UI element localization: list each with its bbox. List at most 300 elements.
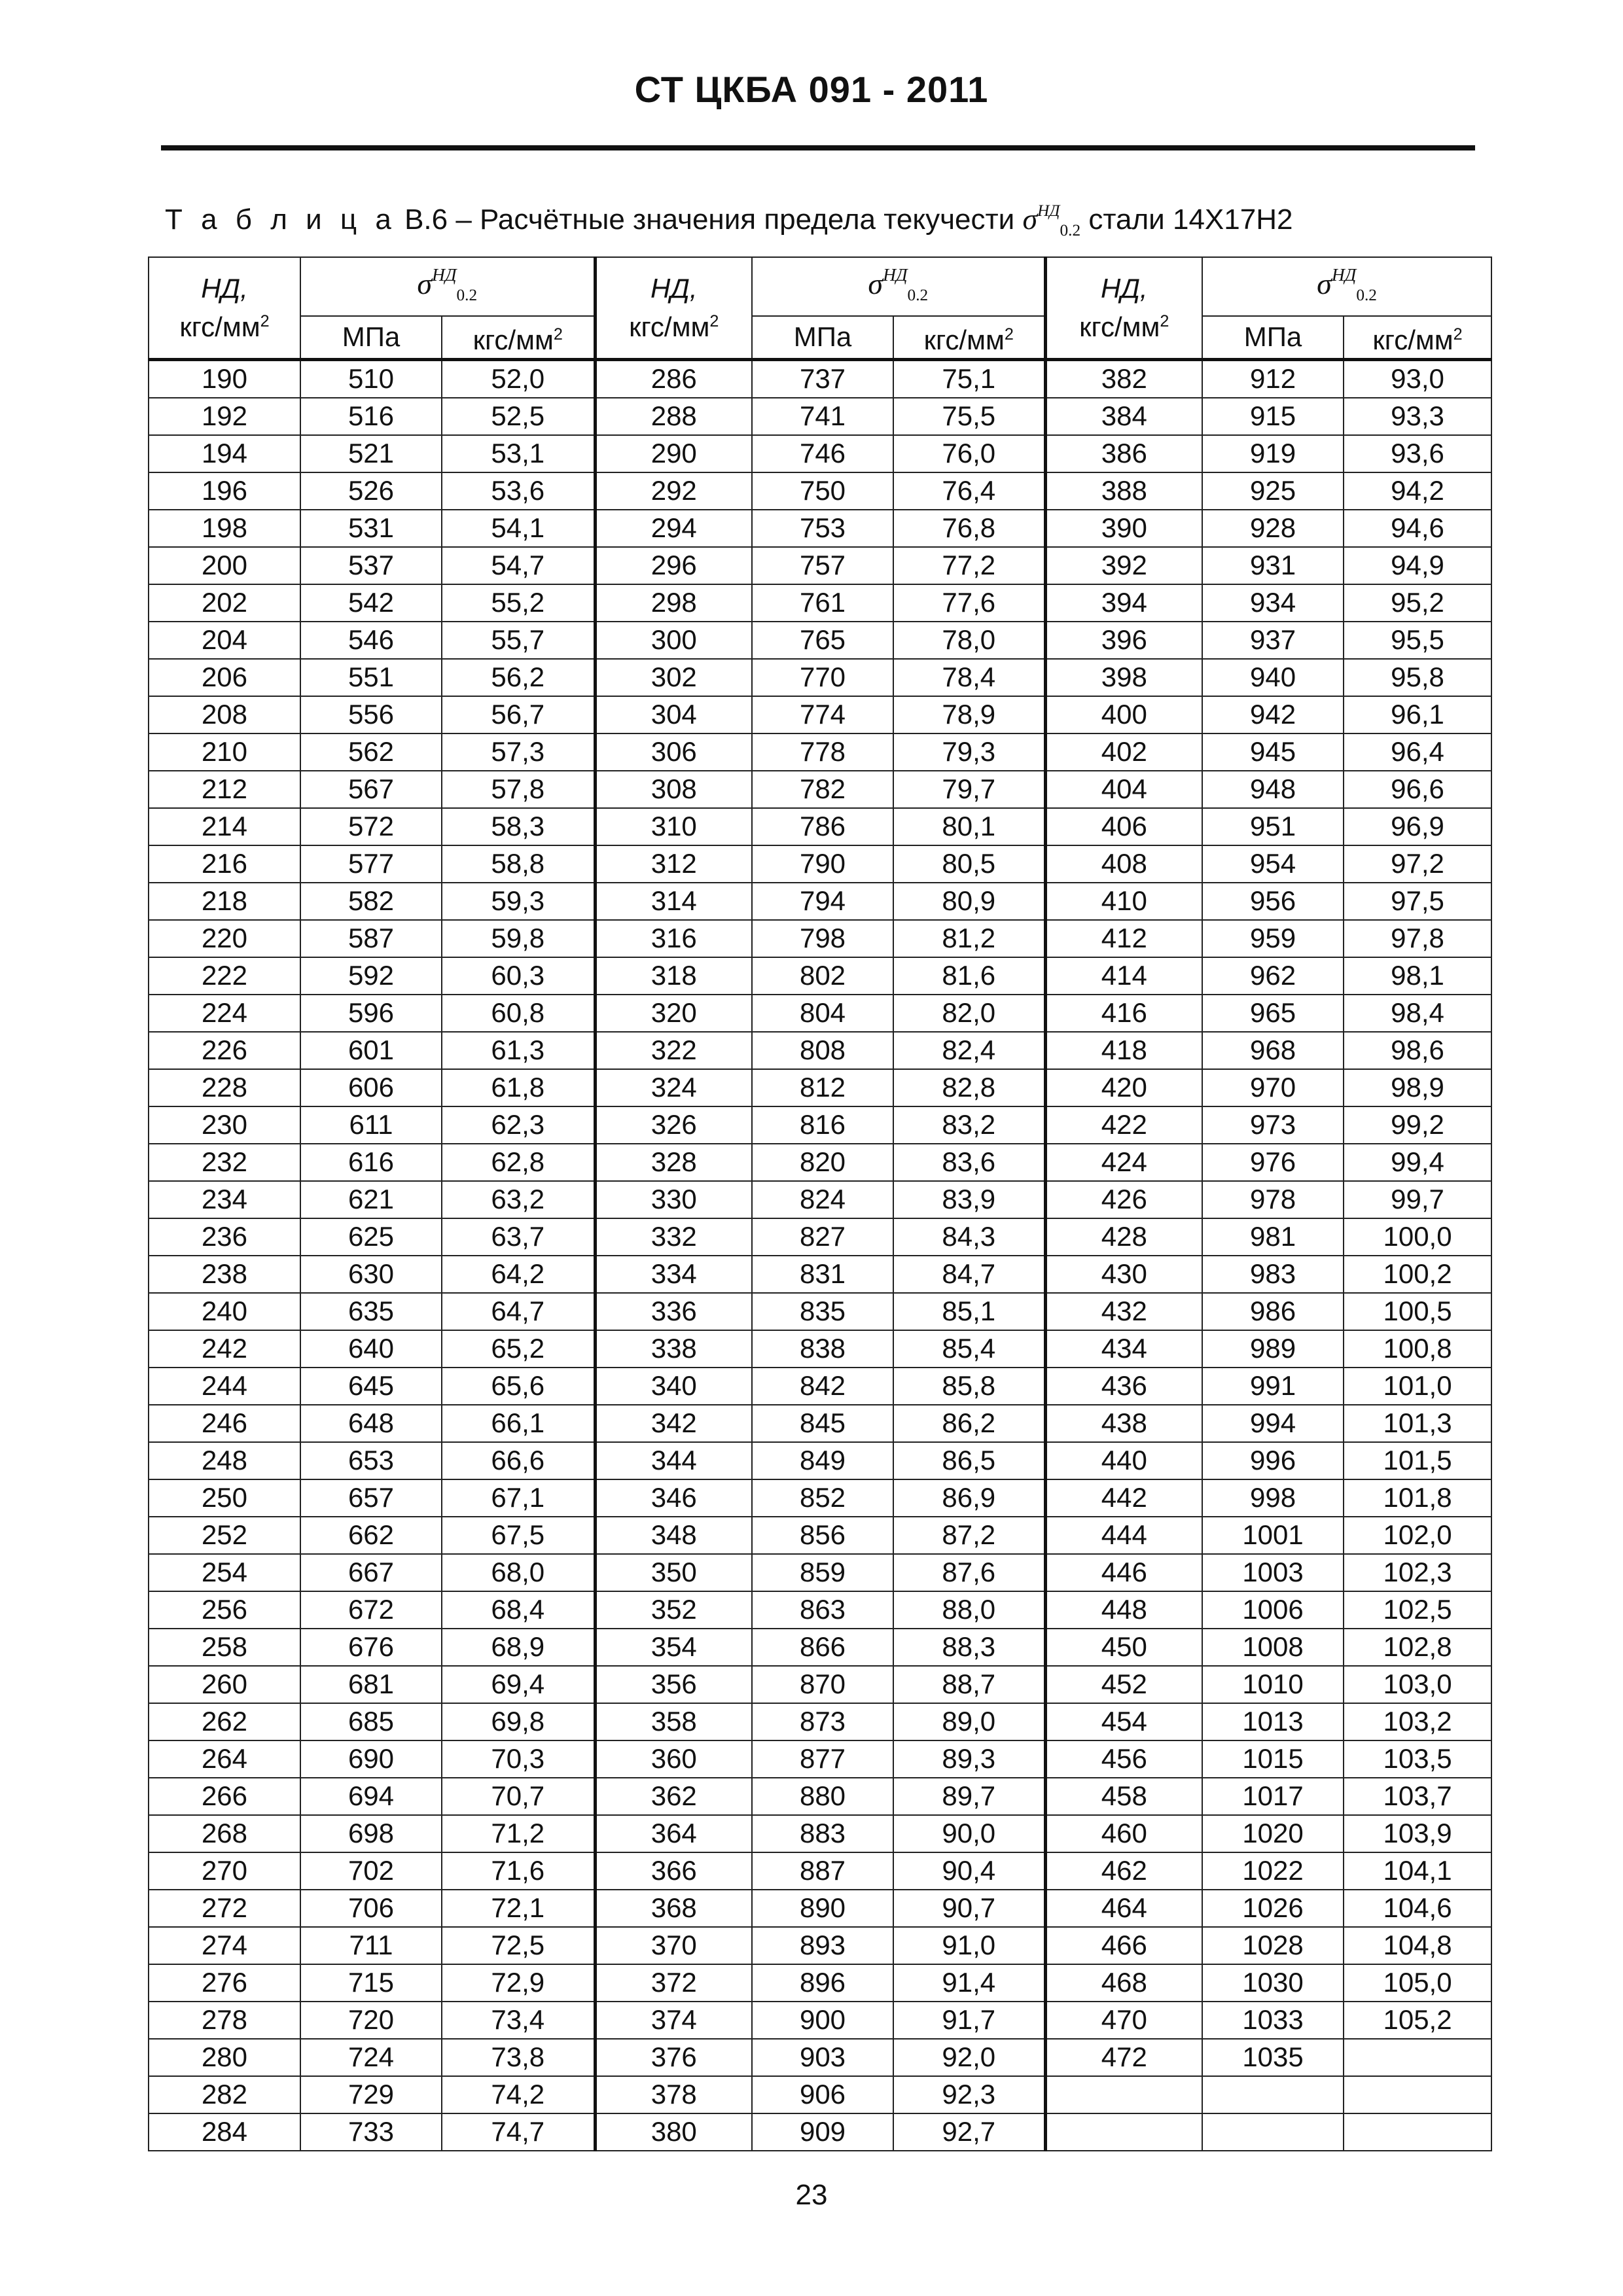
table-cell: 80,5 <box>893 845 1045 883</box>
table-row <box>149 1479 1491 1517</box>
table-cell: 662 <box>300 1517 442 1554</box>
table-cell: 74,2 <box>442 2076 595 2113</box>
table-cell: 416 <box>1045 995 1202 1032</box>
table-cell: 308 <box>595 771 752 808</box>
table-cell: 52,5 <box>442 398 595 435</box>
table-row <box>149 510 1491 547</box>
table-cell: 942 <box>1202 696 1344 733</box>
table-cell: 426 <box>1045 1181 1202 1218</box>
table-row <box>149 2039 1491 2076</box>
table-cell: 531 <box>300 510 442 547</box>
header-row-main <box>149 257 1491 316</box>
table-cell: 92,0 <box>893 2039 1045 2076</box>
table-cell: 838 <box>752 1330 893 1368</box>
table-cell: 877 <box>752 1740 893 1778</box>
table-cell: 276 <box>149 1964 300 2002</box>
kgf-exponent: 2 <box>1004 325 1014 344</box>
table-cell: 63,7 <box>442 1218 595 1256</box>
table-row <box>149 359 1491 398</box>
table-cell: 214 <box>149 808 300 845</box>
table-row <box>149 1032 1491 1069</box>
table-cell: 951 <box>1202 808 1344 845</box>
page-number: 23 <box>795 2179 828 2211</box>
sigma-header <box>300 257 595 316</box>
table-cell: 648 <box>300 1405 442 1442</box>
sigma-symbol <box>417 264 478 305</box>
table-cell: 294 <box>595 510 752 547</box>
table-cell: 808 <box>752 1032 893 1069</box>
table-cell <box>1045 2113 1202 2151</box>
header-rule <box>161 145 1475 150</box>
table-cell: 959 <box>1202 920 1344 957</box>
table-cell: 382 <box>1045 359 1202 398</box>
table-cell: 90,7 <box>893 1890 1045 1927</box>
table-cell: 94,2 <box>1344 472 1491 510</box>
table-cell: 458 <box>1045 1778 1202 1815</box>
table-cell <box>1344 2076 1491 2113</box>
table-cell: 640 <box>300 1330 442 1368</box>
table-cell: 887 <box>752 1852 893 1890</box>
table-cell: 77,6 <box>893 584 1045 622</box>
table-cell: 53,1 <box>442 435 595 472</box>
table-cell: 284 <box>149 2113 300 2151</box>
table-row <box>149 1890 1491 1927</box>
table-cell: 472 <box>1045 2039 1202 2076</box>
table-cell: 542 <box>300 584 442 622</box>
table-cell: 89,7 <box>893 1778 1045 1815</box>
table-cell: 220 <box>149 920 300 957</box>
table-cell: 63,2 <box>442 1181 595 1218</box>
table-cell: 466 <box>1045 1927 1202 1964</box>
table-cell: 396 <box>1045 622 1202 659</box>
table-cell: 577 <box>300 845 442 883</box>
table-cell: 676 <box>300 1629 442 1666</box>
table-cell: 75,1 <box>893 359 1045 398</box>
table-cell: 753 <box>752 510 893 547</box>
table-cell: 61,3 <box>442 1032 595 1069</box>
table-row <box>149 547 1491 584</box>
table-cell: 422 <box>1045 1106 1202 1144</box>
table-cell: 87,6 <box>893 1554 1045 1591</box>
table-cell: 97,2 <box>1344 845 1491 883</box>
table-row <box>149 1703 1491 1740</box>
table-cell: 55,7 <box>442 622 595 659</box>
table-cell: 625 <box>300 1218 442 1256</box>
table-cell: 368 <box>595 1890 752 1927</box>
sigma-header <box>752 257 1045 316</box>
table-cell: 448 <box>1045 1591 1202 1629</box>
table-cell: 200 <box>149 547 300 584</box>
table-row <box>149 771 1491 808</box>
table-cell: 83,9 <box>893 1181 1045 1218</box>
table-cell: 408 <box>1045 845 1202 883</box>
table-cell: 58,3 <box>442 808 595 845</box>
table-cell: 996 <box>1202 1442 1344 1479</box>
table-cell: 537 <box>300 547 442 584</box>
table-cell: 400 <box>1045 696 1202 733</box>
table-row <box>149 1144 1491 1181</box>
table-cell: 82,8 <box>893 1069 1045 1106</box>
table-cell: 98,1 <box>1344 957 1491 995</box>
table-cell: 364 <box>595 1815 752 1852</box>
table-row <box>149 1405 1491 1442</box>
table-cell: 328 <box>595 1144 752 1181</box>
table-row <box>149 920 1491 957</box>
table-cell: 344 <box>595 1442 752 1479</box>
table-cell: 360 <box>595 1740 752 1778</box>
table-cell: 55,2 <box>442 584 595 622</box>
table-cell: 230 <box>149 1106 300 1144</box>
table-cell: 956 <box>1202 883 1344 920</box>
kgf-exponent: 2 <box>553 325 563 344</box>
table-cell: 398 <box>1045 659 1202 696</box>
table-cell: 412 <box>1045 920 1202 957</box>
table-row <box>149 995 1491 1032</box>
table-cell: 318 <box>595 957 752 995</box>
kgf-label: кгс/мм <box>923 324 1005 355</box>
table-cell: 234 <box>149 1181 300 1218</box>
table-cell: 873 <box>752 1703 893 1740</box>
table-cell: 96,1 <box>1344 696 1491 733</box>
table-cell: 59,8 <box>442 920 595 957</box>
table-cell: 95,8 <box>1344 659 1491 696</box>
table-cell: 101,0 <box>1344 1368 1491 1405</box>
table-cell: 57,3 <box>442 733 595 771</box>
document-header: СТ ЦКБА 091 - 2011 <box>634 69 989 110</box>
mpa-header <box>752 316 893 360</box>
table-cell: 70,3 <box>442 1740 595 1778</box>
table-cell: 978 <box>1202 1181 1344 1218</box>
table-row <box>149 659 1491 696</box>
table-cell: 72,5 <box>442 1927 595 1964</box>
table-cell: 352 <box>595 1591 752 1629</box>
table-cell: 103,5 <box>1344 1740 1491 1778</box>
table-row <box>149 1442 1491 1479</box>
table-cell: 733 <box>300 2113 442 2151</box>
table-cell: 890 <box>752 1890 893 1927</box>
sigma-sub: 0.2 <box>456 286 478 305</box>
table-cell: 402 <box>1045 733 1202 771</box>
table-cell: 981 <box>1202 1218 1344 1256</box>
table-cell: 104,1 <box>1344 1852 1491 1890</box>
table-cell: 562 <box>300 733 442 771</box>
table-cell: 57,8 <box>442 771 595 808</box>
table-cell: 80,9 <box>893 883 1045 920</box>
table-cell: 883 <box>752 1815 893 1852</box>
table-cell: 77,2 <box>893 547 1045 584</box>
table-cell: 100,5 <box>1344 1293 1491 1330</box>
table-cell: 587 <box>300 920 442 957</box>
table-cell: 194 <box>149 435 300 472</box>
caption-prefix: Т а б л и ц а <box>165 203 397 236</box>
table-cell: 210 <box>149 733 300 771</box>
table-cell: 388 <box>1045 472 1202 510</box>
table-cell: 645 <box>300 1368 442 1405</box>
nd-unit-exponent: 2 <box>709 311 719 330</box>
table-cell: 103,2 <box>1344 1703 1491 1740</box>
table-row <box>149 733 1491 771</box>
table-cell: 306 <box>595 733 752 771</box>
table-cell: 103,9 <box>1344 1815 1491 1852</box>
table-cell: 71,6 <box>442 1852 595 1890</box>
table-cell: 724 <box>300 2039 442 2076</box>
table-cell: 424 <box>1045 1144 1202 1181</box>
table-cell: 88,7 <box>893 1666 1045 1703</box>
table-cell: 84,3 <box>893 1218 1045 1256</box>
table-cell: 436 <box>1045 1368 1202 1405</box>
table-cell: 440 <box>1045 1442 1202 1479</box>
table-cell: 252 <box>149 1517 300 1554</box>
table-cell: 737 <box>752 359 893 398</box>
table-cell: 222 <box>149 957 300 995</box>
table-cell: 863 <box>752 1591 893 1629</box>
table-cell: 546 <box>300 622 442 659</box>
table-cell: 824 <box>752 1181 893 1218</box>
nd-label: НД, <box>201 272 248 304</box>
table-cell: 611 <box>300 1106 442 1144</box>
table-cell: 69,8 <box>442 1703 595 1740</box>
table-cell: 420 <box>1045 1069 1202 1106</box>
table-row <box>149 2076 1491 2113</box>
table-cell: 386 <box>1045 435 1202 472</box>
table-cell: 428 <box>1045 1218 1202 1256</box>
table-cell: 434 <box>1045 1330 1202 1368</box>
table-cell: 332 <box>595 1218 752 1256</box>
nd-header <box>595 257 752 359</box>
table-row <box>149 1815 1491 1852</box>
table-cell: 900 <box>752 2002 893 2039</box>
table-cell: 866 <box>752 1629 893 1666</box>
table-cell: 73,4 <box>442 2002 595 2039</box>
table-cell: 1008 <box>1202 1629 1344 1666</box>
table-cell: 76,0 <box>893 435 1045 472</box>
kgf-label: кгс/мм <box>473 324 554 355</box>
caption-symbol-sub: 0.2 <box>1060 221 1081 240</box>
table-cell: 782 <box>752 771 893 808</box>
table-cell: 761 <box>752 584 893 622</box>
mpa-label: МПа <box>1243 321 1302 353</box>
table-cell: 962 <box>1202 957 1344 995</box>
table-cell: 1028 <box>1202 1927 1344 1964</box>
table-cell: 88,3 <box>893 1629 1045 1666</box>
caption-text: В.6 – Расчётные значения предела текучести <box>404 203 1015 236</box>
table-cell: 54,1 <box>442 510 595 547</box>
nd-header <box>149 257 300 359</box>
table-cell: 390 <box>1045 510 1202 547</box>
table-cell: 302 <box>595 659 752 696</box>
table-cell: 81,2 <box>893 920 1045 957</box>
table-cell: 915 <box>1202 398 1344 435</box>
table-cell: 856 <box>752 1517 893 1554</box>
table-cell: 919 <box>1202 435 1344 472</box>
table-cell: 1013 <box>1202 1703 1344 1740</box>
table-cell: 945 <box>1202 733 1344 771</box>
table-cell: 706 <box>300 1890 442 1927</box>
table-cell: 101,3 <box>1344 1405 1491 1442</box>
table-cell: 59,3 <box>442 883 595 920</box>
table-cell: 298 <box>595 584 752 622</box>
nd-unit: кгс/мм <box>179 311 260 342</box>
table-cell: 96,6 <box>1344 771 1491 808</box>
table-cell: 934 <box>1202 584 1344 622</box>
table-cell: 278 <box>149 2002 300 2039</box>
table-cell: 68,0 <box>442 1554 595 1591</box>
table-cell: 370 <box>595 1927 752 1964</box>
table-cell <box>1045 2076 1202 2113</box>
table-cell: 98,6 <box>1344 1032 1491 1069</box>
table-cell: 84,7 <box>893 1256 1045 1293</box>
caption-symbol-sigma: σ <box>1022 202 1038 236</box>
table-cell: 1033 <box>1202 2002 1344 2039</box>
table-cell: 93,6 <box>1344 435 1491 472</box>
table-cell: 912 <box>1202 359 1344 398</box>
table-cell: 404 <box>1045 771 1202 808</box>
table-row <box>149 1218 1491 1256</box>
table-cell: 790 <box>752 845 893 883</box>
table-cell: 316 <box>595 920 752 957</box>
table-cell: 270 <box>149 1852 300 1890</box>
table-cell: 903 <box>752 2039 893 2076</box>
table-cell: 994 <box>1202 1405 1344 1442</box>
table-cell: 859 <box>752 1554 893 1591</box>
table-cell: 551 <box>300 659 442 696</box>
table-row <box>149 2113 1491 2151</box>
table-cell: 60,8 <box>442 995 595 1032</box>
mpa-header <box>1202 316 1344 360</box>
kgf-header <box>1344 316 1491 360</box>
table-cell: 326 <box>595 1106 752 1144</box>
table-cell: 68,9 <box>442 1629 595 1666</box>
table-cell: 54,7 <box>442 547 595 584</box>
table-cell: 430 <box>1045 1256 1202 1293</box>
table-row <box>149 957 1491 995</box>
mpa-label: МПа <box>342 321 401 353</box>
table-cell: 218 <box>149 883 300 920</box>
nd-unit-exponent: 2 <box>260 311 270 330</box>
table-cell: 72,1 <box>442 1890 595 1927</box>
table-cell: 282 <box>149 2076 300 2113</box>
table-cell: 304 <box>595 696 752 733</box>
table-cell: 238 <box>149 1256 300 1293</box>
table-cell: 100,0 <box>1344 1218 1491 1256</box>
table-cell: 268 <box>149 1815 300 1852</box>
table-cell: 67,5 <box>442 1517 595 1554</box>
table-cell: 91,0 <box>893 1927 1045 1964</box>
table-row <box>149 1927 1491 1964</box>
table-cell: 236 <box>149 1218 300 1256</box>
table-cell: 99,7 <box>1344 1181 1491 1218</box>
table-cell: 350 <box>595 1554 752 1591</box>
table-cell <box>1202 2113 1344 2151</box>
table-cell: 88,0 <box>893 1591 1045 1629</box>
table-cell: 376 <box>595 2039 752 2076</box>
table-cell: 81,6 <box>893 957 1045 995</box>
table-cell: 93,3 <box>1344 398 1491 435</box>
table-cell: 366 <box>595 1852 752 1890</box>
table-cell: 66,1 <box>442 1405 595 1442</box>
table-cell: 893 <box>752 1927 893 1964</box>
table-cell: 970 <box>1202 1069 1344 1106</box>
table-cell: 342 <box>595 1405 752 1442</box>
table-cell: 85,8 <box>893 1368 1045 1405</box>
table-cell: 685 <box>300 1703 442 1740</box>
table-cell <box>1344 2039 1491 2076</box>
table-cell: 464 <box>1045 1890 1202 1927</box>
header-row-units <box>149 316 1491 360</box>
table-cell: 80,1 <box>893 808 1045 845</box>
table-cell: 774 <box>752 696 893 733</box>
table-cell: 1030 <box>1202 1964 1344 2002</box>
table-cell: 470 <box>1045 2002 1202 2039</box>
table-cell: 314 <box>595 883 752 920</box>
table-cell: 720 <box>300 2002 442 2039</box>
table-cell: 258 <box>149 1629 300 1666</box>
table-cell: 973 <box>1202 1106 1344 1144</box>
table-cell: 97,8 <box>1344 920 1491 957</box>
table-cell: 72,9 <box>442 1964 595 2002</box>
table-cell: 526 <box>300 472 442 510</box>
table-cell: 65,6 <box>442 1368 595 1405</box>
table-cell: 378 <box>595 2076 752 2113</box>
table-cell: 1003 <box>1202 1554 1344 1591</box>
table-cell: 190 <box>149 359 300 398</box>
table-row <box>149 845 1491 883</box>
sigma-sub: 0.2 <box>1356 286 1377 305</box>
sigma-symbol <box>1317 264 1377 305</box>
sigma-letter: σ <box>868 267 883 301</box>
table-cell: 102,3 <box>1344 1554 1491 1591</box>
table-cell: 786 <box>752 808 893 845</box>
caption-symbol <box>1022 201 1081 240</box>
table-cell: 93,0 <box>1344 359 1491 398</box>
table-cell: 216 <box>149 845 300 883</box>
table-cell: 596 <box>300 995 442 1032</box>
table-cell: 65,2 <box>442 1330 595 1368</box>
table-cell: 99,2 <box>1344 1106 1491 1144</box>
table-cell: 338 <box>595 1330 752 1368</box>
table-cell: 206 <box>149 659 300 696</box>
table-cell: 940 <box>1202 659 1344 696</box>
table-cell: 310 <box>595 808 752 845</box>
table-cell: 450 <box>1045 1629 1202 1666</box>
table-cell: 78,9 <box>893 696 1045 733</box>
table-cell: 454 <box>1045 1703 1202 1740</box>
table-cell: 746 <box>752 435 893 472</box>
table-cell: 657 <box>300 1479 442 1517</box>
sigma-sup: НД <box>883 264 908 285</box>
table-cell: 690 <box>300 1740 442 1778</box>
table-cell: 380 <box>595 2113 752 2151</box>
table-cell: 62,3 <box>442 1106 595 1144</box>
table-cell: 1035 <box>1202 2039 1344 2076</box>
table-cell: 56,7 <box>442 696 595 733</box>
table-cell: 521 <box>300 435 442 472</box>
table-cell: 1026 <box>1202 1890 1344 1927</box>
table-row <box>149 2002 1491 2039</box>
table-cell: 362 <box>595 1778 752 1815</box>
table-cell: 286 <box>595 359 752 398</box>
table-cell: 374 <box>595 2002 752 2039</box>
table-cell: 105,2 <box>1344 2002 1491 2039</box>
table-cell: 928 <box>1202 510 1344 547</box>
table-cell: 606 <box>300 1069 442 1106</box>
table-cell: 741 <box>752 398 893 435</box>
table-cell: 672 <box>300 1591 442 1629</box>
table-cell: 66,6 <box>442 1442 595 1479</box>
table-cell: 414 <box>1045 957 1202 995</box>
table-cell: 240 <box>149 1293 300 1330</box>
table-cell: 702 <box>300 1852 442 1890</box>
